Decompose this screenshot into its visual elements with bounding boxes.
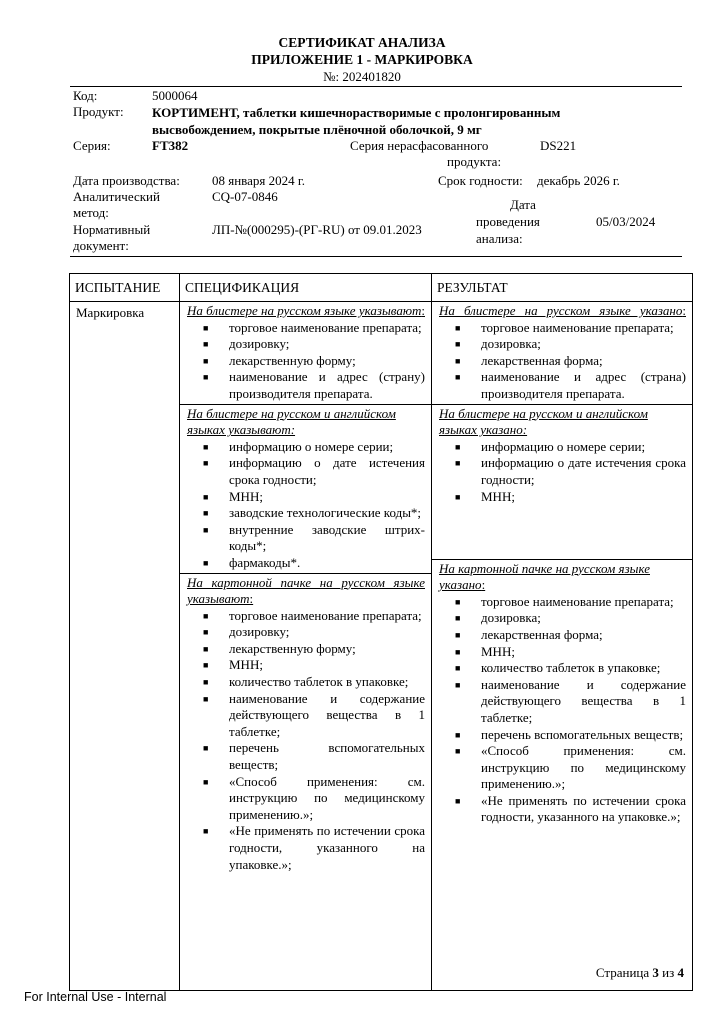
bullet-icon: ■ — [203, 660, 209, 671]
bullet-icon: ■ — [455, 629, 461, 640]
spec-block-intro: На картонной пачке на русском языке указывают: — [187, 574, 425, 607]
code-value: 5000064 — [152, 88, 198, 103]
mfg-date-value: 08 января 2024 г. — [212, 173, 306, 188]
bullet-icon: ■ — [203, 627, 209, 638]
result-block-carton-ru — [432, 559, 692, 828]
analysis-date-label: Дата — [510, 197, 536, 212]
expiry-label: Срок годности: — [438, 173, 523, 188]
list-item: ■ лекарственная форма; — [455, 352, 603, 368]
list-item: ■ дозировка; — [455, 336, 541, 352]
bullet-icon: ■ — [203, 743, 209, 754]
bullet-icon: ■ — [455, 663, 461, 674]
table-header-row — [70, 274, 693, 302]
list-item: ■ МНН; — [455, 643, 515, 659]
list-item: ■ дозировку; — [203, 624, 290, 640]
series-value: FT382 — [152, 138, 189, 153]
result-block-blister-ru — [432, 302, 692, 404]
bullet-icon: ■ — [455, 491, 461, 502]
result-cell — [432, 302, 693, 991]
series-label: Серия: — [73, 138, 111, 153]
list-item: ■ информацию о дате истечения срока годности; — [455, 455, 686, 487]
result-list — [439, 320, 686, 403]
analysis-date-value: 05/03/2024 — [596, 214, 656, 229]
bullet-icon: ■ — [455, 355, 461, 366]
list-item: ■ дозировку; — [203, 336, 290, 352]
bulk-series-label: Серия нерасфасованного — [350, 138, 489, 153]
bulk-series-value: DS221 — [540, 138, 577, 153]
list-item: ■ торговое наименование препарата; — [455, 593, 674, 609]
bullet-icon: ■ — [455, 322, 461, 333]
product-value: КОРТИМЕНТ, таблетки кишечнорастворимые с пролонгированным высвобождением, покрытые плёночной оболочкой, 9 мг — [152, 105, 561, 137]
result-block-intro: На блистере на русском и английском языках указано: — [439, 405, 648, 438]
bullet-icon: ■ — [455, 458, 461, 469]
list-item: ■ фармакоды*. — [203, 554, 301, 570]
spec-block-intro: На блистере на русском языке указывают: — [187, 303, 425, 318]
method-label: Аналитический — [73, 189, 160, 204]
bullet-icon: ■ — [455, 646, 461, 657]
bullet-icon: ■ — [455, 746, 461, 757]
bullet-icon: ■ — [203, 372, 209, 383]
document-subtitle: ПРИЛОЖЕНИЕ 1 - МАРКИРОВКА — [251, 52, 473, 67]
list-item: ■ «Способ применения: см. инструкцию по медицинскому применению.»; — [455, 743, 686, 792]
bullet-icon: ■ — [203, 322, 209, 333]
bullet-icon: ■ — [203, 677, 209, 688]
spec-block-blister-ru — [180, 302, 431, 404]
bullet-icon: ■ — [455, 729, 461, 740]
list-item: ■ МНН; — [203, 657, 263, 673]
list-item: ■ «Не применять по истечении срока годности, указанного на упаковке.»; — [203, 823, 425, 872]
list-item: ■ внутренние заводские штрих-коды*; — [203, 521, 425, 554]
list-item: ■ количество таблеток в упаковке; — [203, 674, 409, 690]
list-item: ■ информацию о номере серии; — [203, 438, 394, 454]
list-item: ■ наименование и адрес (страну) производителя препарата. — [203, 369, 425, 401]
certificate-number — [0, 69, 724, 85]
method-value: CQ-07-0846 — [212, 189, 278, 204]
column-header-test: ИСПЫТАНИЕ — [70, 274, 180, 302]
list-item: ■ наименование и содержание действующего вещества в 1 таблетке; — [455, 676, 686, 725]
result-block-blister-ru-en — [432, 404, 692, 559]
bulk-series-label-2: продукта: — [447, 154, 502, 169]
normdoc-value: ЛП-№(000295)-(РГ-RU) от 09.01.2023 — [212, 222, 422, 237]
list-item: ■ торговое наименование препарата; — [203, 607, 422, 623]
bullet-icon: ■ — [455, 372, 461, 383]
result-block-intro: На картонной пачке на русском языке указано: — [439, 560, 650, 593]
list-item: ■ перечень вспомогательных веществ; — [455, 726, 684, 742]
normdoc-label: Нормативный — [73, 222, 151, 237]
document-title: СЕРТИФИКАТ АНАЛИЗА — [278, 35, 446, 50]
list-item: ■ информацию о дате истечения срока годности; — [203, 455, 425, 487]
bullet-icon: ■ — [203, 339, 209, 350]
specification-cell — [180, 302, 432, 991]
expiry-value: декабрь 2026 г. — [537, 173, 620, 188]
bullet-icon: ■ — [455, 339, 461, 350]
list-item: ■ торговое наименование препарата; — [203, 319, 422, 335]
results-table — [69, 273, 693, 991]
list-item: ■ МНН; — [203, 488, 263, 504]
column-header-spec: СПЕЦИФИКАЦИЯ — [180, 274, 432, 302]
list-item: ■ МНН; — [455, 488, 515, 504]
spec-block-carton-ru — [180, 573, 431, 875]
classification-label: For Internal Use - Internal — [24, 990, 167, 1004]
result-block-intro: На блистере на русском языке указано: — [439, 303, 686, 318]
product-label: Продукт: — [73, 104, 124, 119]
bullet-icon: ■ — [455, 441, 461, 452]
result-list — [439, 439, 686, 505]
bullet-icon: ■ — [455, 679, 461, 690]
bullet-icon: ■ — [203, 355, 209, 366]
bullet-icon: ■ — [203, 458, 209, 469]
list-item: ■ заводские технологические коды*; — [203, 505, 422, 521]
bullet-icon: ■ — [203, 557, 209, 568]
list-item: ■ лекарственная форма; — [455, 626, 603, 642]
test-name: Маркировка — [70, 302, 180, 991]
bullet-icon: ■ — [455, 613, 461, 624]
code-label: Код: — [73, 88, 98, 103]
bullet-icon: ■ — [203, 524, 209, 535]
method-label-2: метод: — [73, 205, 109, 220]
list-item: ■ «Не применять по истечении срока годности, указанного на упаковке.»; — [455, 792, 686, 825]
bullet-icon: ■ — [455, 795, 461, 806]
list-item: ■ перечень вспомогательных веществ; — [203, 740, 425, 773]
page-number: Страница 3 из 4 — [595, 965, 684, 980]
list-item: ■ торговое наименование препарата; — [455, 319, 674, 335]
certificate-number-value: 202401820 — [342, 69, 401, 84]
normdoc-label-2: документ: — [73, 238, 129, 253]
column-header-result: РЕЗУЛЬТАТ — [432, 274, 693, 302]
list-item: ■ информацию о номере серии; — [455, 438, 646, 454]
list-item: ■ количество таблеток в упаковке; — [455, 660, 661, 676]
table-row — [70, 302, 693, 991]
mfg-date-label: Дата производства: — [73, 173, 180, 188]
analysis-date-label-3: анализа: — [476, 231, 523, 246]
list-item: ■ наименование и содержание действующего вещества в 1 таблетке; — [203, 690, 425, 739]
certificate-number-label: №: — [323, 69, 340, 84]
bullet-icon: ■ — [203, 693, 209, 704]
bullet-icon: ■ — [203, 826, 209, 837]
bullet-icon: ■ — [203, 508, 209, 519]
analysis-date-label-2: проведения — [476, 214, 540, 229]
bullet-icon: ■ — [203, 643, 209, 654]
bullet-icon: ■ — [203, 610, 209, 621]
result-list — [439, 594, 686, 826]
bullet-icon: ■ — [203, 441, 209, 452]
list-item: ■ лекарственную форму; — [203, 640, 356, 656]
bullet-icon: ■ — [203, 776, 209, 787]
spec-list — [187, 320, 425, 403]
header-divider-top — [70, 86, 682, 87]
bullet-icon: ■ — [203, 491, 209, 502]
list-item: ■ «Способ применения: см. инструкцию по медицинскому применению.»; — [203, 773, 425, 822]
spec-block-intro: На блистере на русском и английском языках указывают: — [187, 405, 396, 438]
list-item: ■ наименование и адрес (страна) производителя препарата. — [455, 369, 686, 401]
spec-block-blister-ru-en — [180, 404, 431, 573]
header-divider-bottom — [70, 256, 682, 257]
spec-list — [187, 608, 425, 874]
bullet-icon: ■ — [455, 596, 461, 607]
list-item: ■ лекарственную форму; — [203, 352, 356, 368]
list-item: ■ дозировка; — [455, 610, 541, 626]
spec-list — [187, 439, 425, 572]
